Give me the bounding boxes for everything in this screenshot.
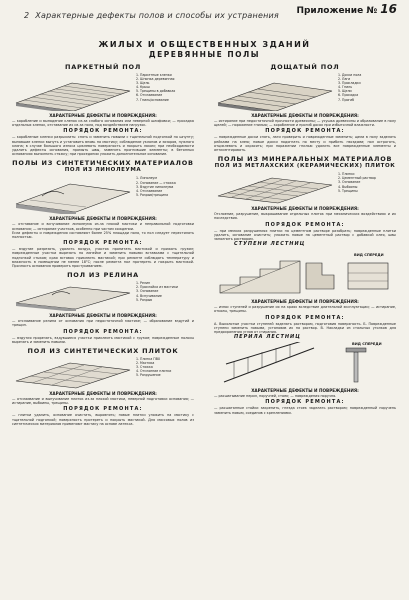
board-defects-text: — истирание при недостаточной прочности древесины; — усушка древесины и образование в полу щелей; — поражение гнилью; — коробление и прогиб досок при избыточной влажности.	[214, 119, 396, 128]
linoleum-illustration	[12, 176, 132, 214]
parquet-repair-text: — коробленые клепки разрыхлить: снять и заменить новыми с тщательной подгонкой по шпунту; выпавшие клепки вынуть и установить вновь на мастику; соблюдение уклонов и зазоров, нужного клина; в случае большого износа циклевать поверхность и покрыть лаком; при необходимости удалить дефекты основания, промыть швы, заменить прогнившие элементы; в бетонных основаниях выполнить стяжку; при проседании уложить дополнительное основание.	[12, 135, 194, 157]
legend-item: 6. Просадка	[338, 93, 359, 98]
section-header: ЖИЛЫХ И ОБЩЕСТВЕННЫХ ЗДАНИЙ	[98, 40, 311, 49]
board-defects-heading: ХАРАКТЕРНЫЕ ДЕФЕКТЫ И ПОВРЕЖДЕНИЯ:	[251, 113, 359, 118]
tiles-defects-text: — отслаивание и выпучивание плиток из-за плохой мастики, неверной подготовки основания; — истирание, выбоины, трещины.	[12, 397, 194, 406]
railing-figure	[214, 342, 396, 386]
legend-item: 1. Плитки	[338, 172, 355, 177]
linoleum-repair-heading: ПОРЯДОК РЕМОНТА:	[63, 240, 143, 247]
linoleum-figure	[12, 176, 194, 214]
legend-item: 4. Отслоение плитки	[136, 369, 172, 374]
linoleum-legend	[136, 176, 194, 196]
right-column	[214, 63, 396, 596]
title-mark: 2	[24, 11, 30, 20]
legend-item: 4. Отслаивание	[136, 188, 163, 193]
legend-item: 4. Крыш	[136, 85, 150, 90]
ceramic-defects-text: Отслоение, разрушение, выкрашивание отдельных плиток при механических воздействиях и их последствия.	[214, 212, 396, 221]
railing-repair-text: — расшатанные стойки закрепить, гнезда стоек заделать раствором; поврежденный поручень заменить новым, соединив с креплениями.	[214, 406, 396, 415]
legend-item: 1. Линолеум	[136, 176, 157, 181]
board-legend	[338, 73, 396, 102]
ceramic-figure	[214, 172, 396, 204]
ceramic-legend	[338, 172, 396, 192]
legend-item: 5. Трещины	[338, 188, 358, 193]
relin-figure	[12, 281, 194, 311]
railing-defects-heading: ХАРАКТЕРНЫЕ ДЕФЕКТЫ И ПОВРЕЖДЕНИЯ:	[251, 388, 359, 394]
main-title	[24, 11, 384, 21]
legend-item: 1. Релин	[136, 281, 151, 286]
board-title: ДОЩАТЫЙ ПОЛ	[270, 63, 340, 71]
board-repair-heading: ПОРЯДОК РЕМОНТА:	[265, 128, 345, 135]
legend-item: 7. Гниль/основание	[136, 97, 169, 102]
legend-item: 2. Основание — стяжка	[136, 180, 176, 185]
tiles-repair-heading: ПОРЯДОК РЕМОНТА:	[63, 406, 143, 413]
left-column	[12, 63, 194, 596]
title-text: Характерные дефекты полов и способы их устранения	[35, 11, 279, 20]
linoleum-defects-heading: ХАРАКТЕРНЫЕ ДЕФЕКТЫ И ПОВРЕЖДЕНИЯ:	[49, 216, 157, 222]
stairs-defects-heading: ХАРАКТЕРНЫЕ ДЕФЕКТЫ И ПОВРЕЖДЕНИЯ:	[251, 299, 359, 305]
relin-defects-text: — отслаивание релина от основания при недостаточной мастике; — образование вздутий и трещин.	[12, 319, 194, 328]
legend-item: 5. Разрыв	[136, 297, 153, 302]
legend-item: 5. Разрыв/трещина	[136, 192, 169, 197]
stairs-repair-text: А. Выколотые участки ступеней заделать раствором, подготовив поверхность. Б. Поврежденные ступени заменить новыми, установив их на раствор. В. Накладки из стальных уголков для предохранения углов от стирания.	[214, 321, 396, 335]
board-repair-text: — поврежденные доски снять, лаги проверить и поврежденные заменить; щели в полу заделать рейками на клею; новые доски подогнать по месту и прибить гвоздями; пол острогать, отциклевать и окрасить; при поражении гнилью удалить все поврежденные элементы и антисептировать.	[214, 135, 396, 153]
legend-item: 2. Лаги	[338, 77, 351, 82]
stairs-repair-heading: ПОРЯДОК РЕМОНТА:	[265, 314, 345, 321]
railing-view-label: ВИД СПЕРЕДИ	[352, 342, 382, 347]
legend-item: 4. Выбоины	[338, 184, 358, 189]
ceramic-title: ПОЛ ИЗ МЕТЛАХСКИХ (КЕРАМИЧЕСКИХ) ПЛИТОК	[214, 163, 396, 170]
legend-item: 4. Гниль	[338, 85, 353, 90]
stairs-view-label: ВИД СПЕРЕДИ	[354, 253, 384, 258]
relin-title: ПОЛ ИЗ РЕЛИНА	[67, 271, 139, 280]
legend-item: 2. Цементный раствор	[338, 176, 376, 181]
tiles-legend	[136, 357, 194, 377]
relin-repair-text: — вздутия прорезать, вздувшиеся участки приклеить мастикой с грузом; поврежденные полосы вырезать и заменить новыми.	[12, 335, 194, 344]
legend-item: 1. Доски пола	[338, 73, 362, 77]
ceramic-defects-heading: ХАРАКТЕРНЫЕ ДЕФЕКТЫ И ПОВРЕЖДЕНИЯ:	[251, 206, 359, 212]
relin-legend	[136, 281, 194, 301]
legend-item: 1. Паркетные клепки	[136, 73, 172, 77]
ceramic-repair-heading: ПОРЯДОК РЕМОНТА:	[265, 221, 345, 228]
relin-defects-heading: ХАРАКТЕРНЫЕ ДЕФЕКТЫ И ПОВРЕЖДЕНИЯ:	[49, 313, 157, 319]
section-subheader: ДЕРЕВЯННЫЕ ПОЛЫ	[148, 50, 261, 59]
ceramic-repair-text: — при мелких разрушениях плитки на цементном растворе разобрать; поврежденные плитки удалить, основание очистить; уложить новые на цементный раствор с добавкой клея, швы заполнить раствором.	[214, 228, 396, 242]
board-illustration	[214, 73, 334, 111]
legend-item: 2. Шпонка деревянная	[136, 77, 175, 82]
stairs-figure	[214, 249, 396, 297]
stairs-defects-text: — износ ступеней и разрушение их на краях вследствие длительной эксплуатации; — истирание, отколы, трещины.	[214, 305, 396, 314]
legend-item: 3. Основание	[136, 289, 159, 294]
legend-item: 6. Отслаивание	[136, 93, 163, 98]
legend-item: 5. Трещины в добавках	[136, 89, 176, 94]
linoleum-defects-text: — отставание и вспучивание линолеума из-за плохой мастики и неправильной подготовки основания; — истирание участков, особенно при частом хождении.	[12, 222, 194, 231]
railing-illustration	[214, 342, 396, 386]
linoleum-note: Если дефекты и повреждения составляют более 25% площади пола, то пол следует перестилать полностью.	[12, 230, 194, 240]
tiles-title: ПОЛ ИЗ СИНТЕТИЧЕСКИХ ПЛИТОК	[27, 347, 179, 356]
parquet-repair-heading: ПОРЯДОК РЕМОНТА:	[63, 128, 143, 135]
parquet-figure	[12, 73, 194, 111]
legend-item: 2. Мастика	[136, 361, 155, 366]
legend-item: 3. Стяжка	[136, 365, 153, 370]
railing-defects-text: — расшатывание перил, поручней, стоек; — повреждения поручня.	[214, 394, 337, 399]
parquet-defects-text: — коробление и выпадение клепок из-за слабого основания или неверной шлифовки; — просадка отдельных клепок, отставание их из-за пола, под воздействием нагрузок.	[12, 119, 194, 128]
tiles-repair-text: — плитки удалить, основание очистить, выровнять; новые плитки уложить на мастику с тщательной подгонкой; поверхность протереть и покрыть мастикой. Для массовых полов из синтетических материалов применяют мастику на основе латекса.	[12, 413, 194, 426]
linoleum-title: ПОЛ ИЗ ЛИНОЛЕУМА	[64, 167, 142, 174]
tiles-defects-heading: ХАРАКТЕРНЫЕ ДЕФЕКТЫ И ПОВРЕЖДЕНИЯ:	[49, 391, 157, 397]
legend-item: 4. Вспучивание	[136, 293, 162, 298]
parquet-legend	[136, 73, 194, 102]
tiles-figure	[12, 357, 194, 389]
parquet-illustration	[12, 73, 132, 111]
stairs-title: СТУПЕНИ ЛЕСТНИЦ	[234, 241, 306, 248]
legend-item: 7. Прогиб	[338, 97, 355, 102]
ceramic-illustration	[214, 172, 334, 204]
relin-illustration	[12, 281, 132, 311]
linoleum-repair-text: — вздутие разрезать, удалить воздух, участок пропитать мастикой и прижать грузом; поврежденные участки вырезать по линейке и заменить новыми вставками с тщательной подгонкой стыков; края вставок приклеить мастикой; при ремонте соблюдать температуру и влажность в помещении не менее 18°C; после ремонта пол протереть и покрыть мастикой. Прочность основания проверить простукиванием.	[12, 247, 194, 269]
legend-item: 3. Щель	[136, 81, 150, 86]
appendix-number: 16	[380, 2, 397, 16]
relin-repair-heading: ПОРЯДОК РЕМОНТА:	[63, 328, 143, 335]
synthetic-title: ПОЛЫ ИЗ СИНТЕТИЧЕСКИХ МАТЕРИАЛОВ	[12, 159, 194, 168]
railing-repair-heading: ПОРЯДОК РЕМОНТА:	[265, 399, 345, 406]
parquet-title: ПАРКЕТНЫЙ ПОЛ	[64, 63, 142, 71]
mineral-title: ПОЛЫ ИЗ МИНЕРАЛЬНЫХ МАТЕРИАЛОВ	[217, 155, 393, 164]
board-figure	[214, 73, 396, 111]
legend-item: 3. Прокладки	[338, 81, 361, 86]
legend-item: 2. Прослойка из мастики	[136, 285, 178, 290]
parquet-defects-heading: ХАРАКТЕРНЫЕ ДЕФЕКТЫ И ПОВРЕЖДЕНИЯ:	[49, 113, 157, 118]
legend-item: 3. Основание	[338, 180, 361, 185]
legend-item: 5. Щели	[338, 89, 352, 94]
railing-title: ПЕРИЛА ЛЕСТНИЦ	[234, 334, 301, 341]
legend-item: 5. Разрушение	[136, 373, 161, 378]
legend-item: 3. Вздутие линолеума	[136, 184, 174, 189]
tiles-illustration	[12, 357, 132, 389]
legend-item: 1. Плитка ПВХ	[136, 357, 161, 362]
appendix-text: Приложение №	[296, 6, 378, 16]
